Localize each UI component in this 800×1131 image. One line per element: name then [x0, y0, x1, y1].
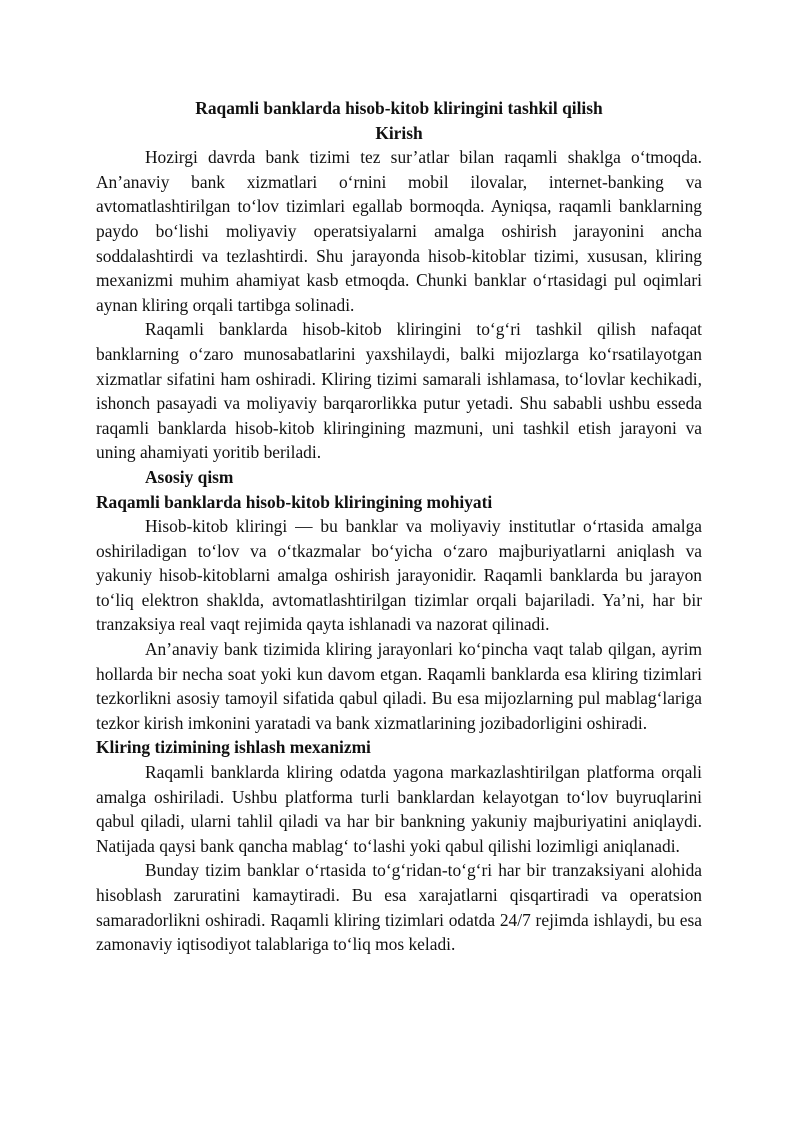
body-paragraph: Bunday tizim banklar o‘rtasida to‘g‘ridan-to‘g‘ri har bir tranzaksiyani alohida hisoblash zaruratini kamaytiradi. Bu esa xarajatlarni qisqartiradi va operatsion samaradorlikni oshiradi. Raqamli kliring tizimlari odatda 24/7 rejimda ishlaydi, bu esa zamonaviy iqtisodiyot talablariga to‘liq mos keladi. [96, 860, 702, 955]
document-page [96, 96, 702, 957]
main-part-heading: Asosiy qism [145, 466, 234, 487]
section-heading-mechanism: Kliring tizimining ishlash mexanizmi [96, 737, 371, 758]
intro-heading: Kirish [375, 122, 423, 143]
body-paragraph: Hisob-kitob kliringi — bu banklar va moliyaviy institutlar o‘rtasida amalga oshiriladigan to‘lov va o‘tkazmalar bo‘yicha o‘zaro majburiyatlarni aniqlash va yakuniy hisob-kitoblarni amalga oshirish jarayonidir. Raqamli banklarda bu jarayon to‘liq elektron shaklda, avtomatlashtirilgan tizimlar orqali bajariladi. Ya’ni, har bir tranzaksiya real vaqt rejimida qayta ishlanadi va nazorat qilinadi. [96, 516, 702, 635]
intro-paragraph: Hozirgi davrda bank tizimi tez sur’atlar bilan raqamli shaklga o‘tmoqda. An’anaviy bank xizmatlari o‘rnini mobil ilovalar, internet-banking va avtomatlashtirilgan to‘lov tizimlari egallab bormoqda. Ayniqsa, raqamli banklarning paydo bo‘lishi moliyaviy operatsiyalarni amalga oshirish jarayonini ancha soddalashtirdi va tezlashtirdi. Shu jarayonda hisob-kitoblar tizimi, xususan, kliring mexanizmi muhim ahamiyat kasb etmoqda. Chunki banklar o‘rtasidagi pul oqimlari aynan kliring orqali tartibga solinadi. [96, 147, 702, 315]
body-paragraph: Raqamli banklarda kliring odatda yagona markazlashtirilgan platforma orqali amalga oshiriladi. Ushbu platforma turli banklardan kelayotgan to‘lov buyruqlarini qabul qiladi, ularni tahlil qiladi va har bir bankning yakuniy majburiyatini aniqlaydi. Natijada qaysi bank qancha mablag‘ to‘lashi yoki qabul qilishi lozimligi aniqlanadi. [96, 762, 702, 856]
intro-paragraph: Raqamli banklarda hisob-kitob kliringini to‘g‘ri tashkil qilish nafaqat banklarning o‘zaro munosabatlarini yaxshilaydi, balki mijozlarga ko‘rsatilayotgan xizmatlar sifatini ham oshiradi. Kliring tizimi samarali ishlamasa, to‘lovlar kechikadi, ishonch pasayadi va moliyaviy barqarorlikka putur yetadi. Shu sababli ushbu esseda raqamli banklarda hisob-kitob kliringining mazmuni, uni tashkil etish jarayoni va uning ahamiyati yoritib beriladi. [96, 319, 702, 463]
body-paragraph: An’anaviy bank tizimida kliring jarayonlari ko‘pincha vaqt talab qilgan, ayrim hollarda bir necha soat yoki kun davom etgan. Raqamli banklarda esa kliring tizimlari tezkorlikni asosiy tamoyil sifatida qabul qiladi. Bu esa mijozlarning pul mablag‘lariga tezkor kirish imkonini yaratadi va bank xizmatlarining jozibadorligini oshiradi. [96, 639, 702, 733]
section-heading-essence: Raqamli banklarda hisob-kitob kliringining mohiyati [96, 491, 493, 512]
document-title: Raqamli banklarda hisob-kitob kliringini tashkil qilish [195, 98, 603, 118]
